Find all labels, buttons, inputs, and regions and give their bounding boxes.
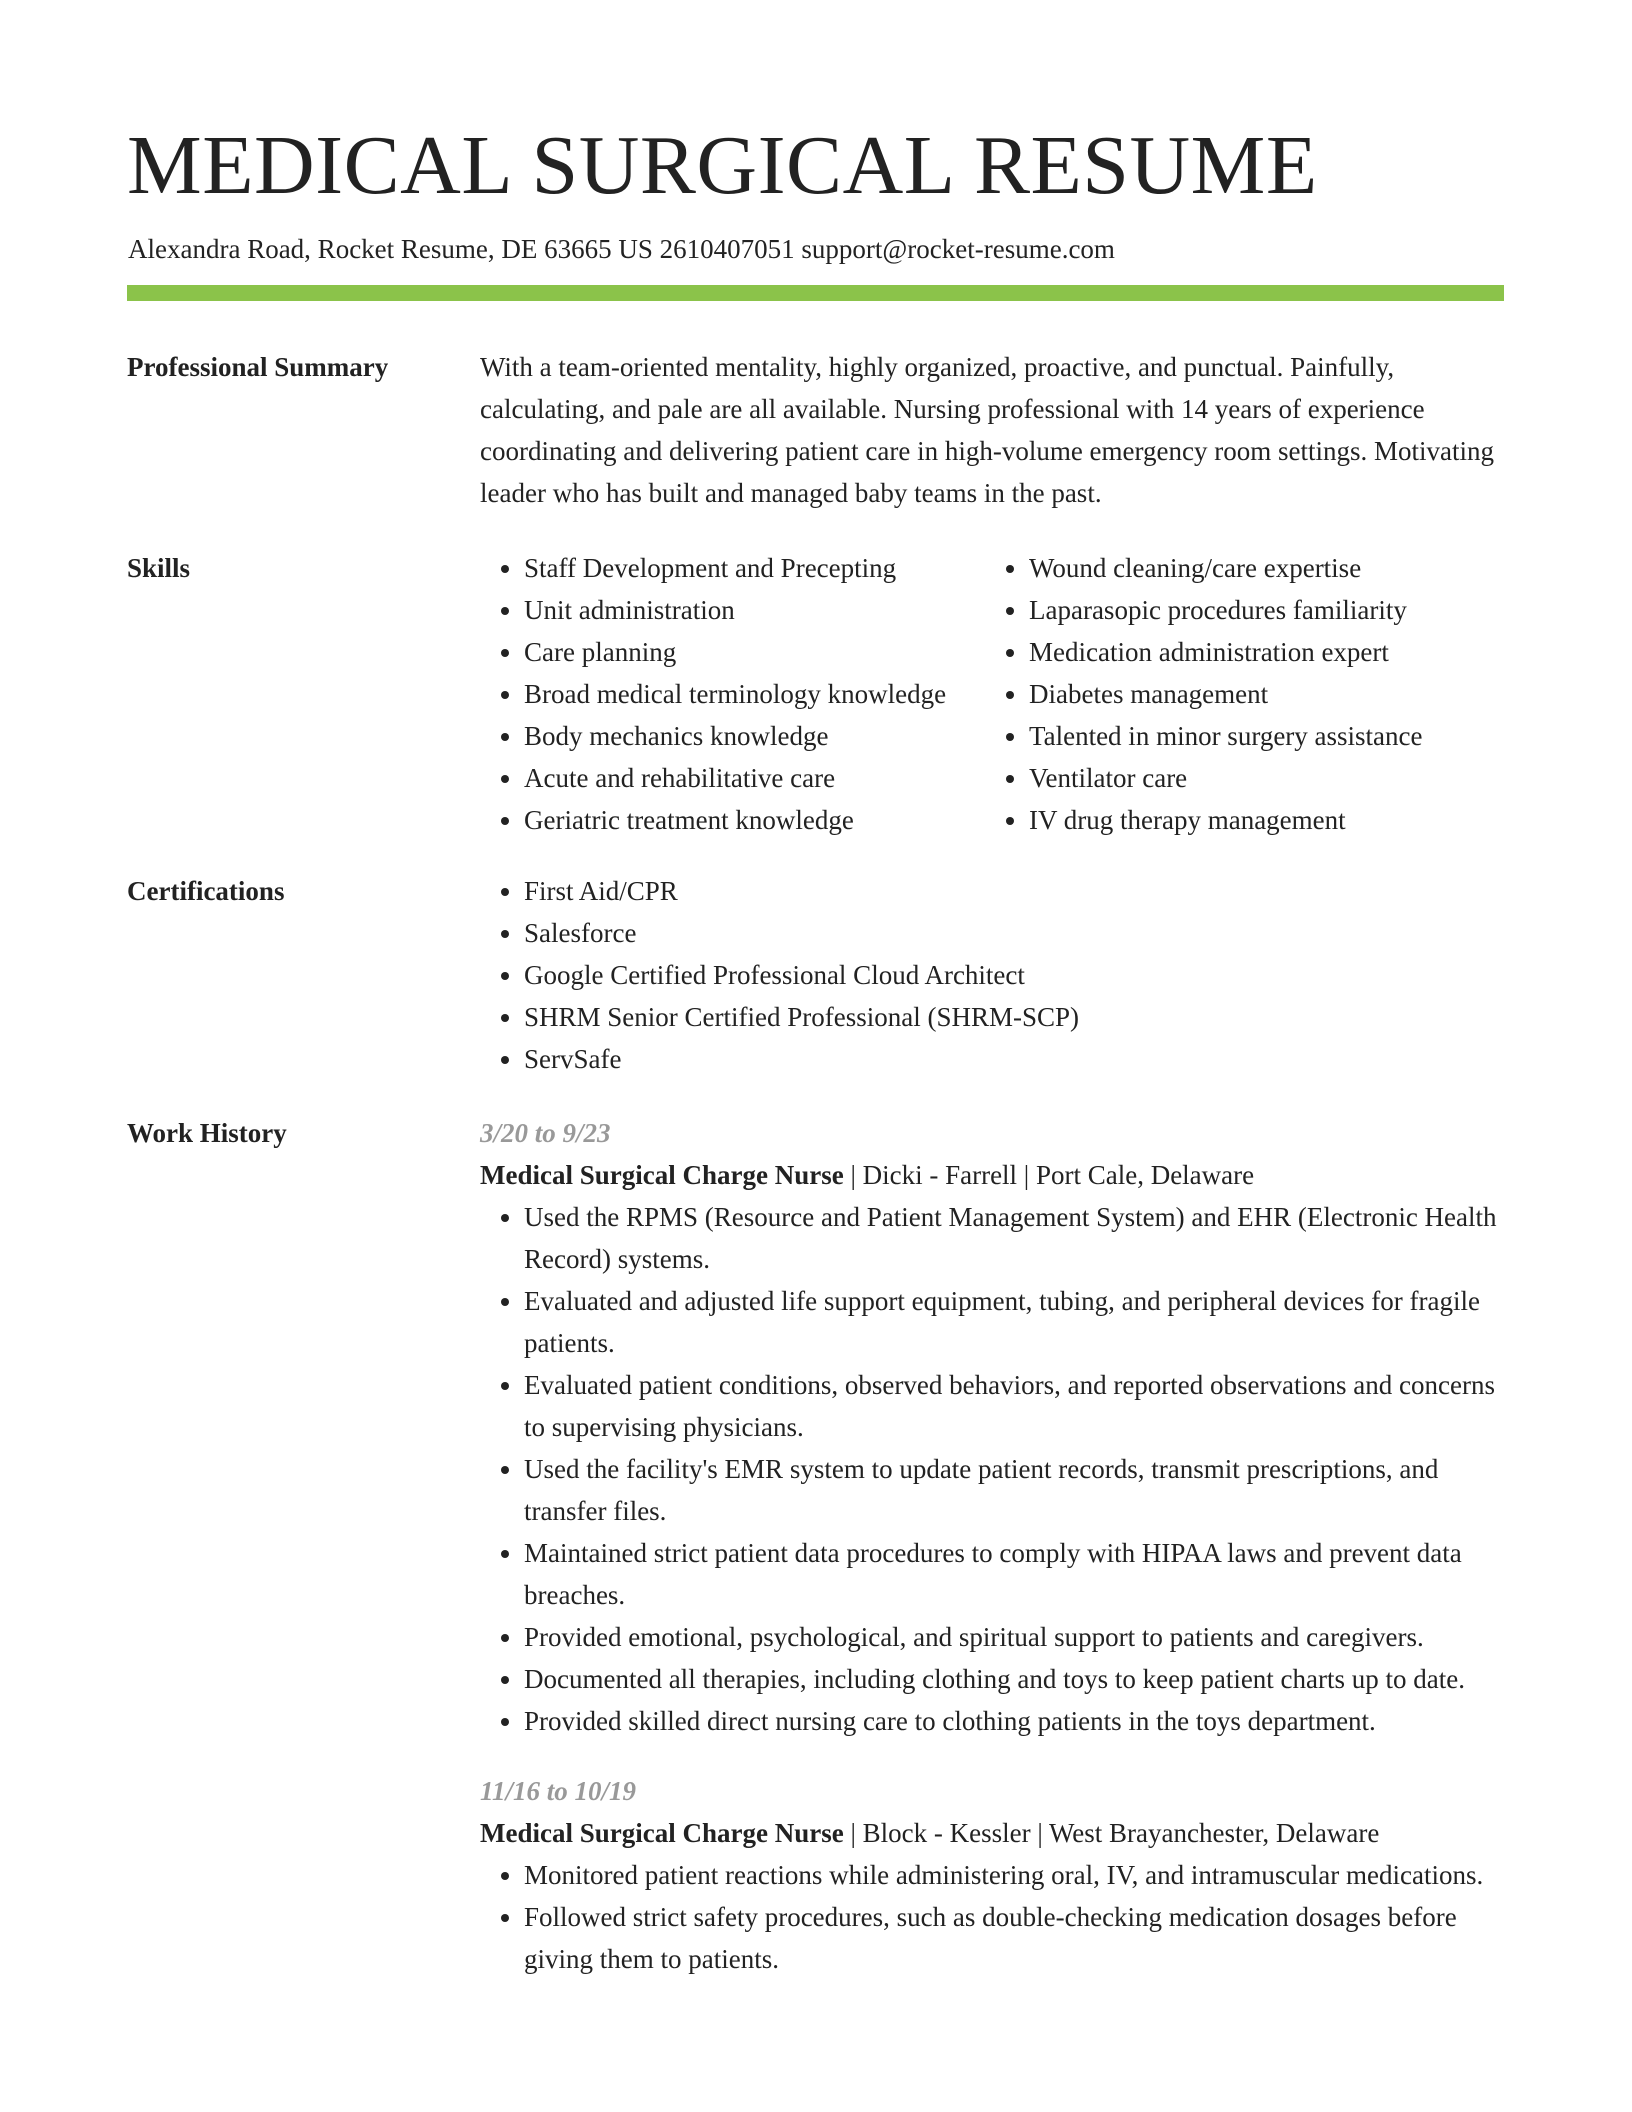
skills-body <box>480 547 1504 841</box>
section-label-work-history: Work History <box>127 1118 287 1148</box>
job-title: Medical Surgical Charge Nurse <box>480 1818 844 1848</box>
job-duty: • Used the RPMS (Resource and Patient Management System) and EHR (Electronic Health Record) systems. <box>524 1196 1504 1280</box>
job-duties-list <box>480 1196 1504 1742</box>
summary-text: With a team-oriented mentality, highly organized, proactive, and punctual. Painfully, calculating, and pale are all available. Nursing professional with 14 years of experience coordinating and delivering patient care in high-volume emergency room settings. Motivating leader who has built and managed baby teams in the past. <box>480 352 1494 508</box>
job-duty: • Followed strict safety procedures, such as double-checking medication dosages before giving them to patients. <box>524 1896 1504 1980</box>
skill-item: • Acute and rehabilitative care <box>524 757 1034 799</box>
skill-item: • Laparasopic procedures familiarity <box>1029 589 1549 631</box>
job-duty: • Used the facility's EMR system to update patient records, transmit prescriptions, and transfer files. <box>524 1448 1504 1532</box>
certification-item: • First Aid/CPR <box>524 870 1504 912</box>
contact-info: Alexandra Road, Rocket Resume, DE 63665 US 2610407051 support@rocket-resume.com <box>128 234 1115 264</box>
job-duties-list <box>480 1854 1504 1980</box>
summary-body <box>480 346 1504 514</box>
certification-item: • Google Certified Professional Cloud Architect <box>524 954 1504 996</box>
work-history-body <box>480 1112 1504 2008</box>
job-details: | Block - Kessler | West Brayanchester, Delaware <box>843 1818 1380 1848</box>
skill-item: • Geriatric treatment knowledge <box>524 799 1034 841</box>
job-dates: 3/20 to 9/23 <box>480 1118 611 1148</box>
job-duty: • Provided skilled direct nursing care to clothing patients in the toys department. <box>524 1700 1504 1742</box>
skills-list-left <box>480 547 1034 841</box>
job-entry <box>480 1112 1504 1742</box>
certifications-body <box>480 870 1504 1080</box>
skill-item: • Body mechanics knowledge <box>524 715 1034 757</box>
job-duty: • Documented all therapies, including clothing and toys to keep patient charts up to date. <box>524 1658 1504 1700</box>
skill-item: • Medication administration expert <box>1029 631 1549 673</box>
job-details: | Dicki - Farrell | Port Cale, Delaware <box>843 1160 1255 1190</box>
job-duty: • Evaluated and adjusted life support equipment, tubing, and peripheral devices for fragile patients. <box>524 1280 1504 1364</box>
job-duty: • Provided emotional, psychological, and spiritual support to patients and caregivers. <box>524 1616 1504 1658</box>
skill-item: • Wound cleaning/care expertise <box>1029 547 1549 589</box>
accent-divider <box>127 285 1504 301</box>
skill-item: • IV drug therapy management <box>1029 799 1549 841</box>
certification-item: • SHRM Senior Certified Professional (SHRM-SCP) <box>524 996 1504 1038</box>
job-duty: • Maintained strict patient data procedures to comply with HIPAA laws and prevent data breaches. <box>524 1532 1504 1616</box>
skills-list-right <box>985 547 1549 841</box>
skill-item: • Diabetes management <box>1029 673 1549 715</box>
skill-item: • Care planning <box>524 631 1034 673</box>
skill-item: • Unit administration <box>524 589 1034 631</box>
section-label-skills: Skills <box>127 553 191 583</box>
certification-item: • Salesforce <box>524 912 1504 954</box>
resume-title: MEDICAL SURGICAL RESUME <box>127 119 1318 212</box>
skill-item: • Staff Development and Precepting <box>524 547 1034 589</box>
certifications-list <box>480 870 1504 1080</box>
job-dates: 11/16 to 10/19 <box>480 1776 637 1806</box>
section-label-summary: Professional Summary <box>127 352 389 382</box>
section-label-certifications: Certifications <box>127 876 285 906</box>
job-duty: • Evaluated patient conditions, observed behaviors, and reported observations and concerns to supervising physicians. <box>524 1364 1504 1448</box>
certification-item: • ServSafe <box>524 1038 1504 1080</box>
skill-item: • Talented in minor surgery assistance <box>1029 715 1549 757</box>
job-duty: • Monitored patient reactions while administering oral, IV, and intramuscular medications. <box>524 1854 1504 1896</box>
job-heading <box>480 1154 1504 1196</box>
job-heading <box>480 1812 1504 1854</box>
job-entry <box>480 1770 1504 1980</box>
job-title: Medical Surgical Charge Nurse <box>480 1160 844 1190</box>
skill-item: • Broad medical terminology knowledge <box>524 673 1034 715</box>
skill-item: • Ventilator care <box>1029 757 1549 799</box>
